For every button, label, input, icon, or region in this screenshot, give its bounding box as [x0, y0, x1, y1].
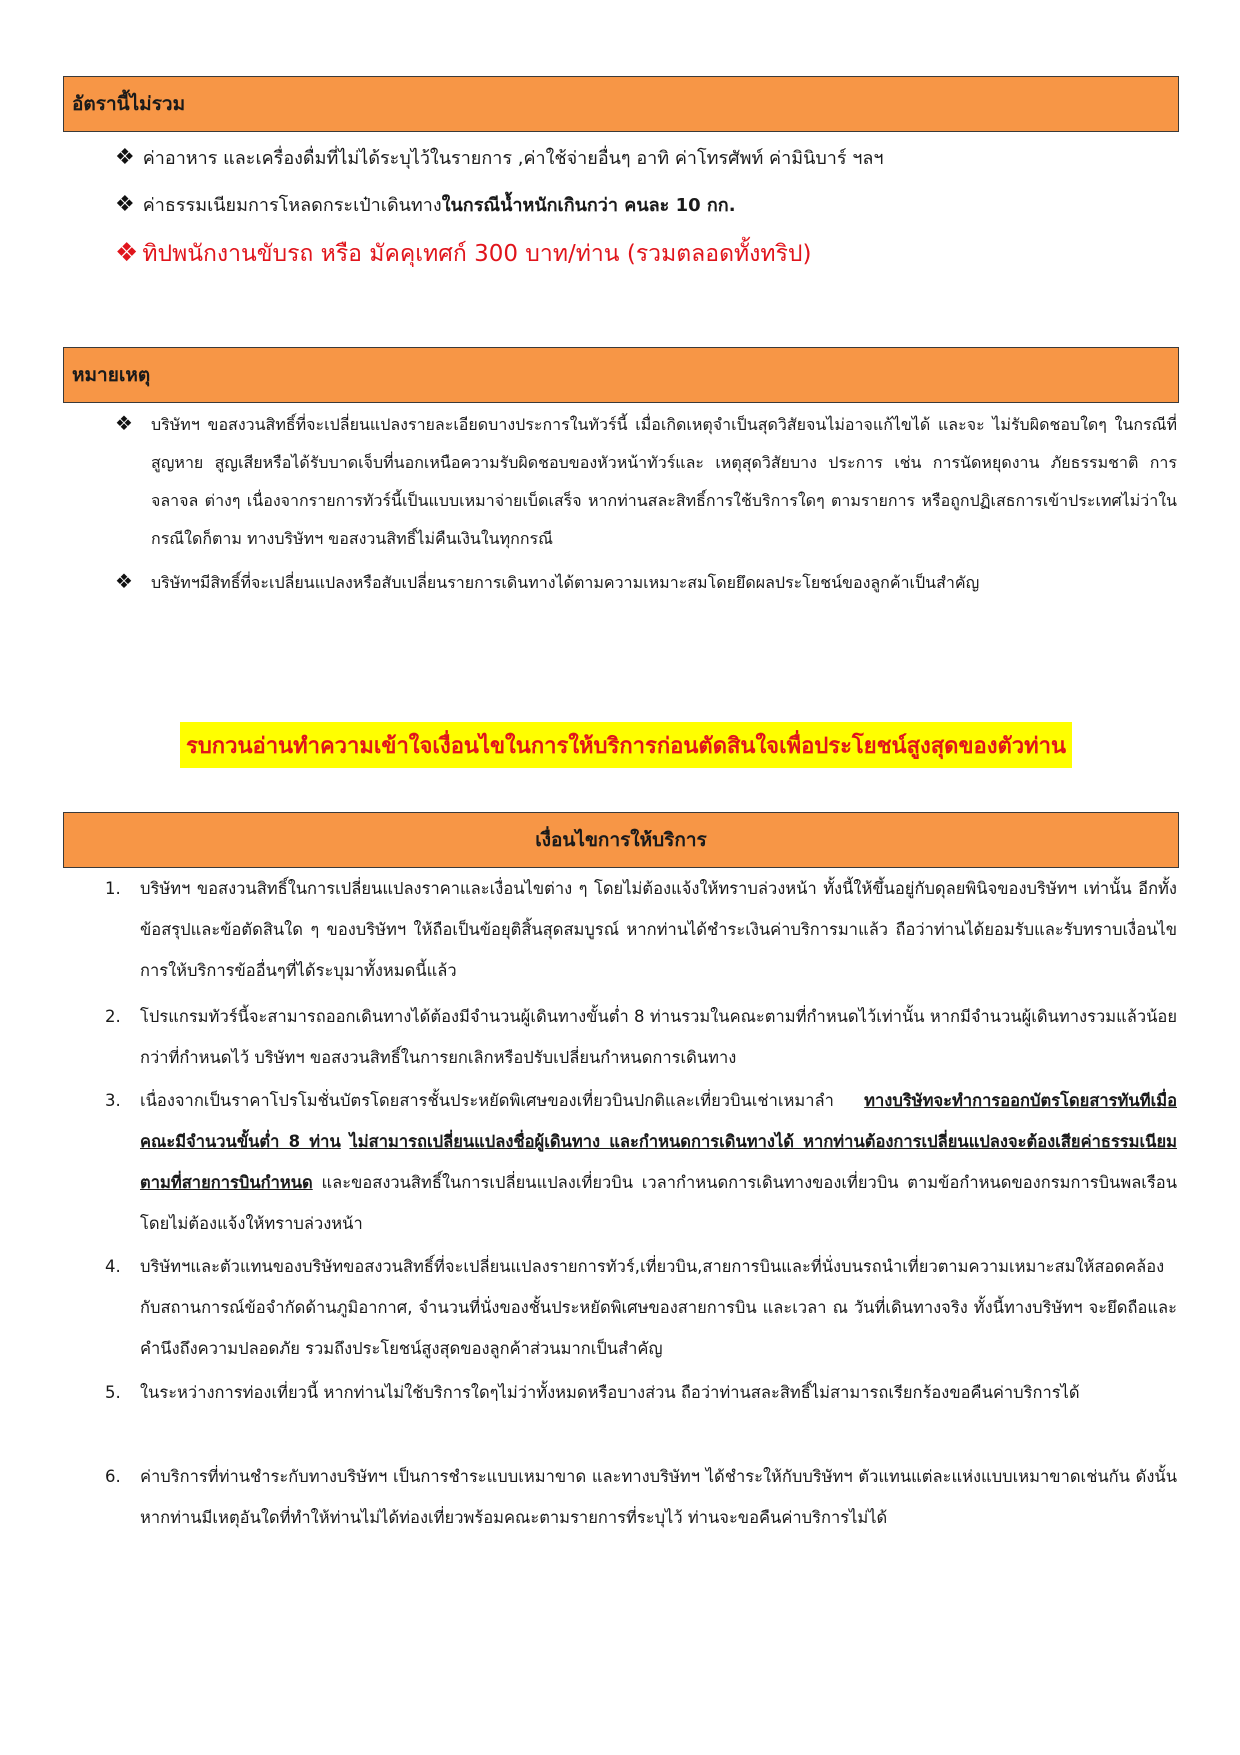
condition-item-4: 4. บริษัทฯและตัวแทนของบริษัทขอสงวนสิทธิ์ที่จะเปลี่ยนแปลงรายการทัวร์,เที่ยวบิน,สายการบินและที่นั่งบนรถนำเที่ยวตามความเหมาะสมให้สอดคล้องกับสถานการณ์ข้อจำกัดด้านภูมิอากาศ, จำนวนที่นั่งของชั้นประหยัดพิเศษของสายการบิน และเวลา ณ วันที่เดินทางจริง ทั้งนี้ทางบริษัทฯ จะยึดถือและคำนึงถึงความปลอดภัย รวมถึงประโยชน์สูงสุดของลูกค้าส่วนมากเป็นสำคัญ [105, 1257, 1177, 1358]
excluded-heading: อัตรานี้ไม่รวม [72, 93, 186, 115]
warning-banner: รบกวนอ่านทำความเข้าใจเงื่อนไขในการให้บริการก่อนตัดสินใจเพื่อประโยชน์สูงสุดของตัวท่าน [180, 722, 1072, 768]
condition-item-2: 2. โปรแกรมทัวร์นี้จะสามารถออกเดินทางได้ต้องมีจำนวนผู้เดินทางขั้นต่ำ 8 ท่านรวมในคณะตามที่กำหนดไว้เท่านั้น หากมีจำนวนผู้เดินทางรวมแล้วน้อยกว่าที่กำหนดไว้ บริษัทฯ ขอสงวนสิทธิ์ในการยกเลิกหรือปรับเปลี่ยนกำหนดการเดินทาง [105, 1007, 1177, 1067]
conditions-heading-bar [63, 812, 1179, 868]
excluded-heading-bar [63, 76, 1179, 132]
remarks-item-2: ❖ บริษัทฯมีสิทธิ์ที่จะเปลี่ยนแปลงหรือสับเปลี่ยนรายการเดินทางได้ตามความเหมาะสมโดยยึดผลประโยชน์ของลูกค้าเป็นสำคัญ [115, 564, 1177, 602]
remarks-item-1: ❖ บริษัทฯ ขอสงวนสิทธิ์ที่จะเปลี่ยนแปลงรายละเอียดบางประการในทัวร์นี้ เมื่อเกิดเหตุจำเป็นสุดวิสัยจนไม่อาจแก้ไขได้ และจะ ไม่รับผิดชอบใดๆ ในกรณีที่สูญหาย สูญเสียหรือได้รับบาดเจ็บที่นอกเหนือความรับผิดชอบของหัวหน้าทัวร์และ เหตุสุดวิสัยบาง ประการ เช่น การนัดหยุดงาน ภัยธรรมชาติ การจลาจล ต่างๆ เนื่องจากรายการทัวร์นี้เป็นแบบเหมาจ่ายเบ็ดเสร็จ หากท่านสละสิทธิ์การใช้บริการใดๆ ตามรายการ หรือถูกปฏิเสธการเข้าประเทศไม่ว่าในกรณีใดก็ตาม ทางบริษัทฯ ขอสงวนสิทธิ์ไม่คืนเงินในทุกกรณี [115, 406, 1177, 558]
remarks-heading-bar [63, 347, 1179, 403]
excluded-item-3: ❖ ทิปพนักงานขับรถ หรือ มัคคุเทศก์ 300 บาท/ท่าน (รวมตลอดทั้งทริป) [115, 238, 812, 268]
excluded-item-1: ❖ ค่าอาหาร และเครื่องดื่มที่ไม่ได้ระบุไว้ในรายการ ,ค่าใช้จ่ายอื่นๆ อาทิ ค่าโทรศัพท์ ค่ามินิบาร์ ฯลฯ [115, 145, 884, 170]
diamond-cluster-icon: ❖ [115, 569, 133, 593]
condition-item-5: 5. ในระหว่างการท่องเที่ยวนี้ หากท่านไม่ใช้บริการใดๆไม่ว่าทั้งหมดหรือบางส่วน ถือว่าท่านสละสิทธิ์ไม่สามารถเรียกร้องขอคืนค่าบริการได้ [105, 1383, 1080, 1402]
condition-item-1: 1. บริษัทฯ ขอสงวนสิทธิ์ในการเปลี่ยนแปลงราคาและเงื่อนไขต่าง ๆ โดยไม่ต้องแจ้งให้ทราบล่วงหน้า ทั้งนี้ให้ขึ้นอยู่กับดุลยพินิจของบริษัทฯ เท่านั้น อีกทั้งข้อสรุปและข้อตัดสินใด ๆ ของบริษัทฯ ให้ถือเป็นข้อยุติสิ้นสุดสมบูรณ์ หากท่านได้ชำระเงินค่าบริการมาแล้ว ถือว่าท่านได้ยอมรับและรับทราบเงื่อนไขการให้บริการข้ออื่นๆที่ได้ระบุมาทั้งหมดนี้แล้ว [105, 879, 1177, 980]
diamond-cluster-icon: ❖ [115, 238, 139, 268]
diamond-cluster-icon: ❖ [115, 145, 135, 170]
excluded-item-2: ❖ ค่าธรรมเนียมการโหลดกระเป๋าเดินทาง ในกรณีน้ำหนักเกินกว่า คนละ 10 กก. [115, 192, 736, 217]
conditions-heading: เงื่อนไขการให้บริการ [535, 829, 707, 851]
diamond-cluster-icon: ❖ [115, 411, 133, 435]
remarks-heading: หมายเหตุ [72, 364, 151, 386]
diamond-cluster-icon: ❖ [115, 192, 135, 217]
condition-item-6: 6. ค่าบริการที่ท่านชำระกับทางบริษัทฯ เป็นการชำระแบบเหมาขาด และทางบริษัทฯ ได้ชำระให้กับบริษัทฯ ตัวแทนแต่ละแห่งแบบเหมาขาดเช่นกัน ดังนั้นหากท่านมีเหตุอันใดที่ทำให้ท่านไม่ได้ท่องเที่ยวพร้อมคณะตามรายการที่ระบุไว้ ท่านจะขอคืนค่าบริการไม่ได้ [105, 1467, 1177, 1527]
condition-item-3: 3. เนื่องจากเป็นราคาโปรโมชั่นบัตรโดยสารชั้นประหยัดพิเศษของเที่ยวบินปกติและเที่ยวบินเช่าเหมาลำ ทางบริษัทจะทำการออกบัตรโดยสารทันทีเมื่อคณะมีจำนวนขั้นต่ำ 8 ท่าน ไม่สามารถเปลี่ยนแปลงชื่อผู้เดินทาง และกำหนดการเดินทางได้ หากท่านต้องการเปลี่ยนแปลงจะต้องเสียค่าธรรมเนียมตามที่สายการบินกำหนด และขอสงวนสิทธิ์ในการเปลี่ยนแปลงเที่ยวบิน เวลากำหนดการเดินทางของเที่ยวบิน ตามข้อกำหนดของกรมการบินพลเรือนโดยไม่ต้องแจ้งให้ทราบล่วงหน้า [105, 1091, 1178, 1233]
